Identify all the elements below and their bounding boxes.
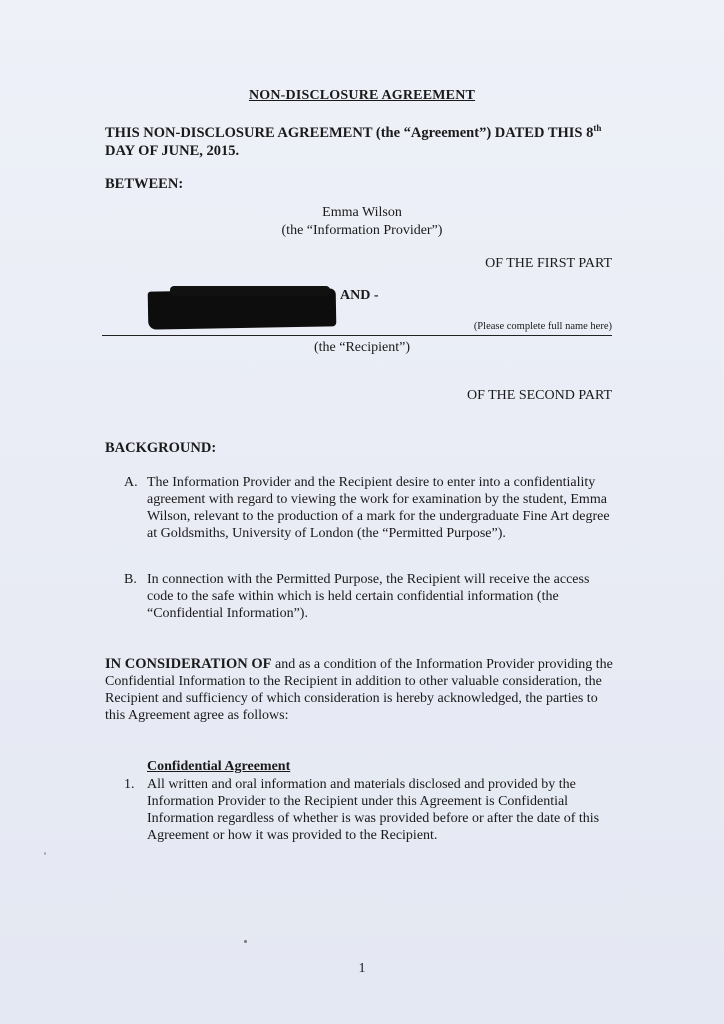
- second-part-label: OF THE SECOND PART: [466, 388, 612, 403]
- consideration-lead: IN CONSIDERATION OF: [105, 656, 272, 672]
- item-marker: 1.: [124, 777, 135, 792]
- first-party-name: Emma Wilson: [322, 205, 402, 220]
- section-item-1: [124, 776, 616, 844]
- consideration-text: and as a condition of the Information Provider providing the Confidential Information to the Recipient in addition to other valuable consideration, the Recipient and sufficiency of which consideration is hereby acknowledged, the parties to this Agreement agree as follows:: [105, 657, 613, 723]
- intro-text-end: DAY OF JUNE, 2015.: [105, 142, 240, 159]
- background-item-b: [124, 571, 616, 622]
- redaction-mark-top: [170, 286, 330, 296]
- document-title: NON-DISCLOSURE AGREEMENT: [248, 88, 476, 103]
- consideration-paragraph: [105, 656, 617, 724]
- scan-speck: [244, 940, 247, 943]
- item-marker: A.: [124, 475, 138, 490]
- first-party-block: [0, 204, 724, 240]
- between-label: BETWEEN:: [105, 176, 184, 192]
- intro-superscript: th: [593, 123, 602, 133]
- background-item-a: [124, 474, 616, 542]
- item-text: The Information Provider and the Recipient desire to enter into a confidentiality agreement with regard to viewing the work for examination by the student, Emma Wilson, relevant to the production of a mark for the undergraduate Fine Art degree at Goldsmiths, University of London (the “Permitted Purpose”).: [147, 475, 610, 541]
- name-hint: (Please complete full name here): [473, 321, 612, 332]
- page-number: 1: [358, 961, 366, 976]
- intro-text: THIS NON-DISCLOSURE AGREEMENT (the “Agreement”) DATED THIS 8: [105, 124, 594, 141]
- item-text: All written and oral information and materials disclosed and provided by the Information Provider to the Recipient under this Agreement is Confidential Information regardless of whether is was provided before or after the date of this Agreement or how it was provided to the Recipient.: [147, 777, 600, 843]
- first-party-role: (the “Information Provider”): [281, 223, 443, 238]
- item-text: In connection with the Permitted Purpose, the Recipient will receive the access code to the safe within which is held certain confidential information (the “Confidential Information”).: [147, 572, 590, 621]
- recipient-role: (the “Recipient”): [313, 340, 410, 355]
- agreement-intro: [105, 119, 625, 160]
- item-marker: B.: [124, 572, 137, 587]
- first-part-label: OF THE FIRST PART: [485, 256, 612, 271]
- recipient-name-line: [102, 335, 612, 336]
- background-heading: BACKGROUND:: [105, 440, 217, 456]
- section-heading: Confidential Agreement: [147, 759, 291, 774]
- and-label: AND -: [340, 288, 379, 303]
- scan-speck: [44, 852, 46, 855]
